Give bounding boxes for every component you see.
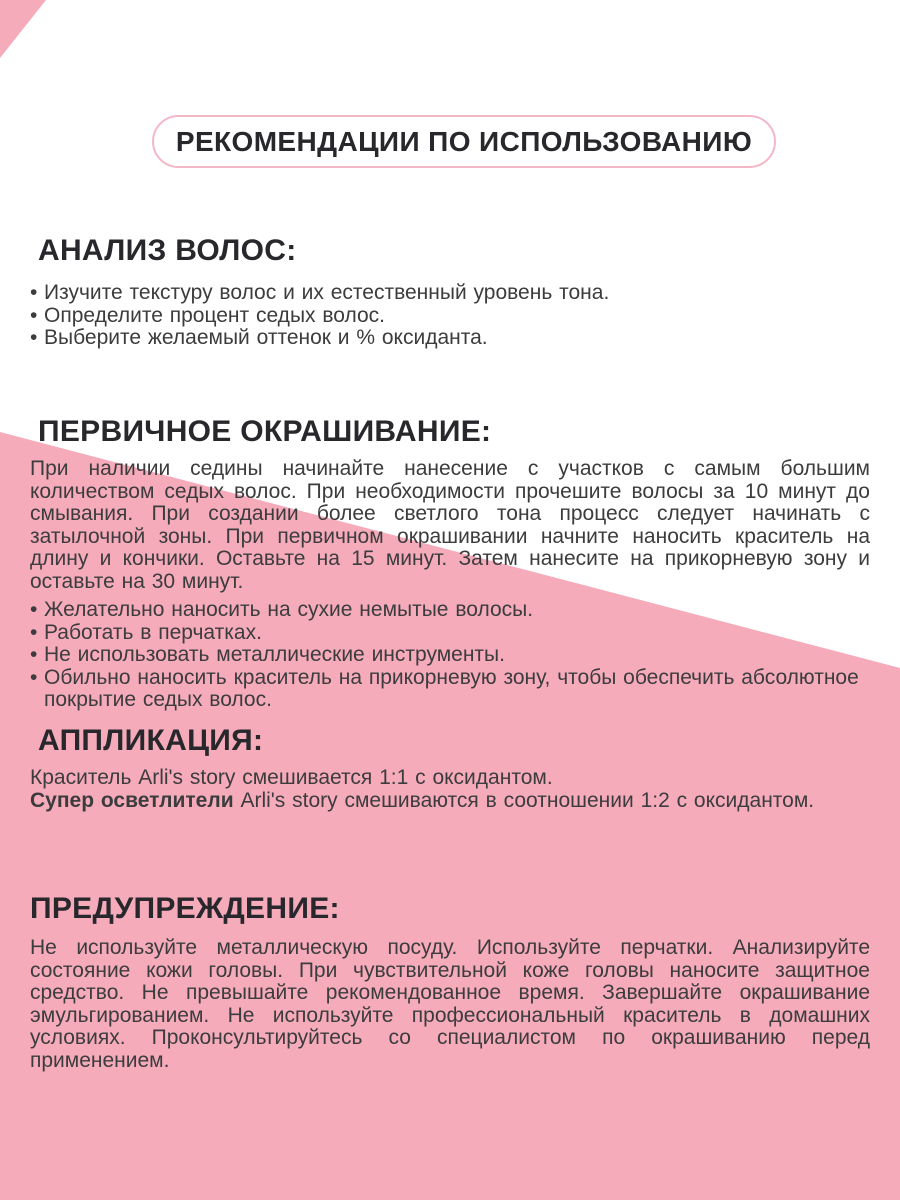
bullet-dot: • [30,620,38,644]
hair-analysis-heading: АНАЛИЗ ВОЛОС: [38,234,297,267]
list-item [30,622,870,645]
application-line-2-rest: Arli's story смешиваются в соотношении 1:2 с оксидантом. [233,788,815,812]
page-title: РЕКОМЕНДАЦИИ ПО ИСПОЛЬЗОВАНИЮ [175,125,753,157]
application-line-1: Краситель Arli's story смешивается 1:1 с оксидантом. [30,766,553,789]
application-heading: АППЛИКАЦИЯ: [38,724,264,757]
section-primary-coloring [30,417,870,712]
section-hair-analysis [30,236,870,350]
warning-paragraph: Не используйте металлическую посуду. Используйте перчатки. Анализируйте состояние кожи головы. При чувствительной коже головы наносите защитное средство. Не превышайте рекомендованное время. Завершайте окрашивание эмульгированием. Не используйте профессиональный краситель в домашних условиях. Проконсультируйтесь со специалистом по окрашиванию перед применением. [30,936,870,1072]
list-item-text: Не использовать металлические инструменты. [44,643,505,666]
list-item-text: Определите процент седых волос. [44,303,386,327]
bullet-dot: • [30,281,38,304]
title-pill [152,115,776,168]
primary-coloring-paragraph: При наличии седины начинайте нанесение с участков с самым большим количеством седых волос. При необходимости прочешите волосы за 10 минут до смывания. При создании более светлого тона процесс следует начинать с затылочной зоны. При первичном окрашивании начните наносить краситель на длину и кончики. Оставьте на 15 минут. Затем нанесите на прикорневую зону и оставьте на 30 минут. [30,457,870,593]
primary-coloring-heading: ПЕРВИЧНОЕ ОКРАШИВАНИЕ: [38,415,492,448]
list-item-text: Обильно наносить краситель на прикорневую зону, чтобы обеспечить абсолютное покрытие седых волос. [44,665,859,711]
bullet-dot: • [30,303,38,327]
section-warning [30,894,870,1072]
list-item [30,327,870,350]
bullet-dot: • [30,598,38,621]
list-item [30,644,870,667]
application-line-2 [30,790,870,813]
bullet-dot: • [30,665,38,689]
application-line-2-lead: Супер осветлители [30,788,234,812]
list-item [30,282,870,305]
list-item-text: Выберите желаемый оттенок и % оксиданта. [44,326,488,349]
bullet-dot: • [30,643,38,666]
section-application [30,726,870,812]
corner-accent-triangle [0,0,46,58]
list-item [30,305,870,328]
list-item-text: Изучите текстуру волос и их естественный уровень тона. [44,281,610,304]
hair-analysis-list [30,282,870,350]
list-item-text: Работать в перчатках. [44,620,262,644]
warning-heading: ПРЕДУПРЕЖДЕНИЕ: [30,892,340,925]
bullet-dot: • [30,326,38,349]
list-item [30,667,870,712]
list-item [30,599,870,622]
primary-coloring-list [30,599,870,712]
list-item-text: Желательно наносить на сухие немытые волосы. [44,598,534,621]
